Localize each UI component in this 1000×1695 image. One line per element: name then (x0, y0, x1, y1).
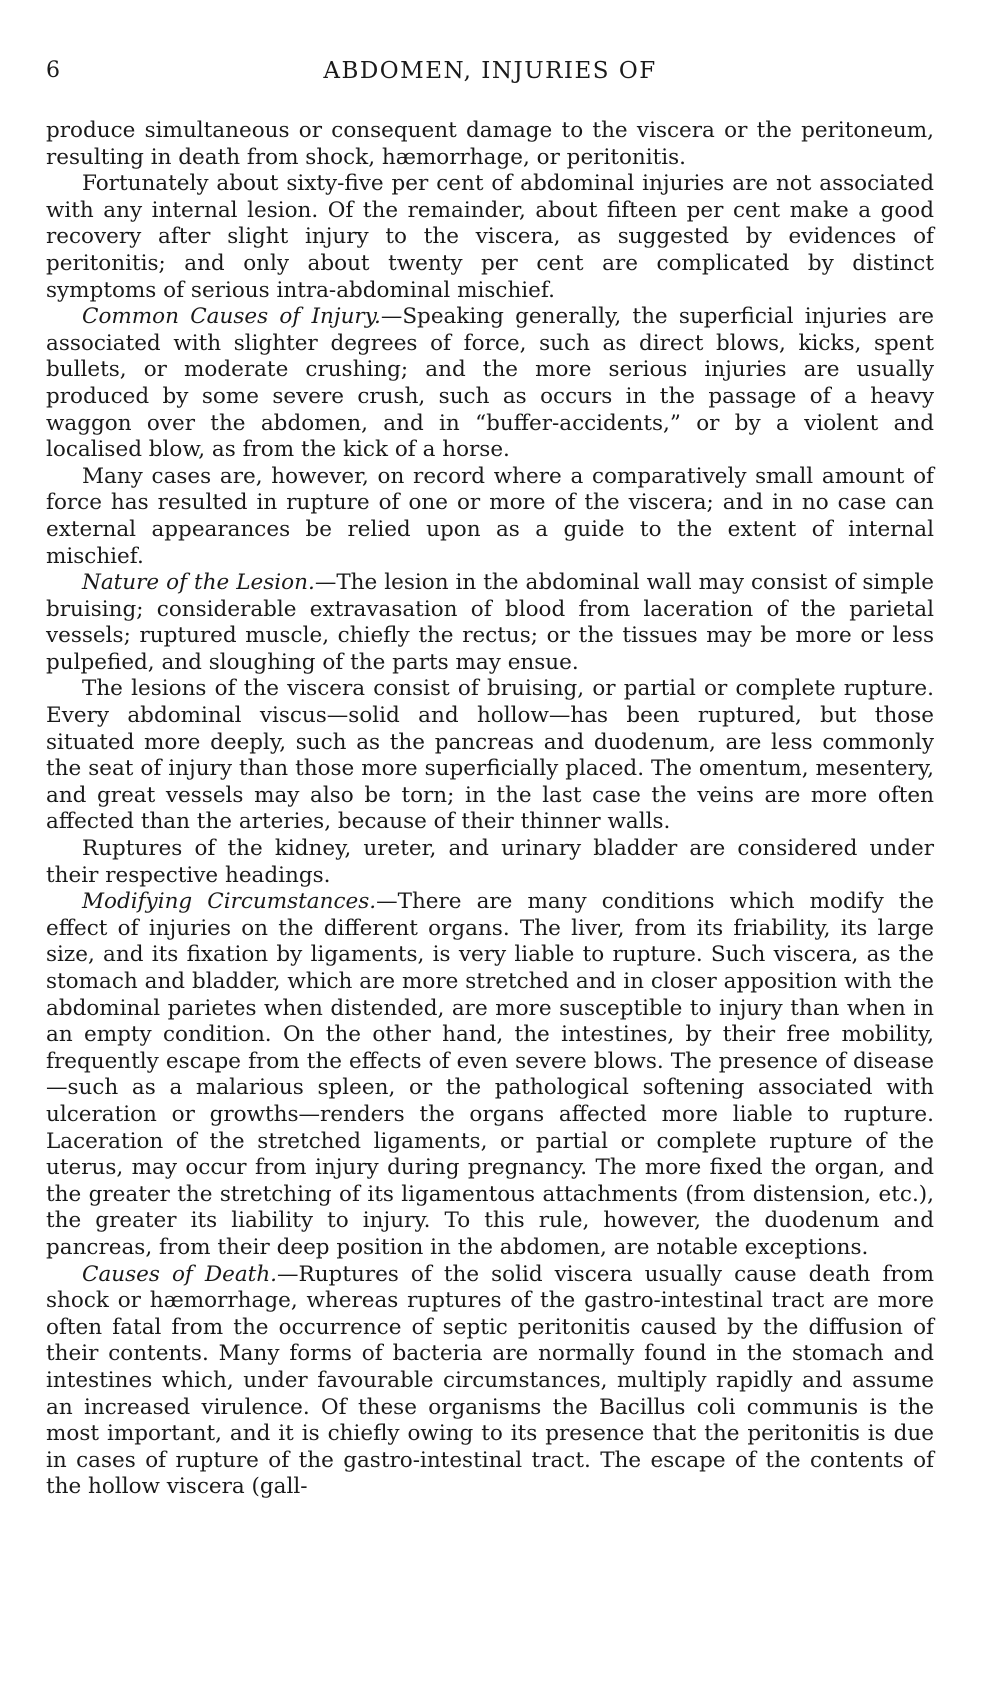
paragraph (46, 889, 934, 1261)
section-lead: Nature of the Lesion. (82, 570, 315, 596)
paragraph (46, 570, 934, 676)
paragraph (46, 676, 934, 836)
paragraph (46, 171, 934, 304)
paragraph-text: —The lesion in the abdominal wall may consist of simple bruising; considerable extravasation of blood from laceration of the parietal vessels; ruptured muscle, chiefly the rectus; or the tissues may be more or less pulpefied, and sloughing of the parts may ensue. (46, 570, 934, 675)
paragraph-continued (46, 118, 934, 171)
paragraph (46, 304, 934, 464)
paragraph-text: —Speaking generally, the superficial injuries are associated with slighter degrees of force, such as direct blows, kicks, spent bullets, or moderate crushing; and the more serious injuries are usually produced by some severe crush, such as occurs in the passage of a heavy waggon over the abdomen, and in “buffer-accidents,” or by a violent and localised blow, as from the kick of a horse. (46, 304, 934, 463)
paragraph-text: Many cases are, however, on record where a comparatively small amount of force has resulted in rupture of one or more of the viscera; and in no case can external appearances be relied upon as a guide to the extent of internal mischief. (46, 463, 934, 569)
running-title: ABDOMEN, INJURIES OF (323, 58, 657, 84)
paragraph-text: The lesions of the viscera consist of bruising, or partial or complete rupture. Every abdominal viscus—solid and hollow—has been ruptured, but those situated more deeply, such as the pancreas and duodenum, are less commonly the seat of injury than those more superficially placed. The omentum, mesentery, and great vessels may also be torn; in the last case the veins are more often affected than the arteries, because of their thinner walls. (46, 676, 934, 835)
body-text (46, 118, 934, 1501)
paragraph-text: produce simultaneous or consequent damage to the viscera or the peritoneum, resulting in death from shock, hæmorrhage, or peritonitis. (46, 118, 934, 170)
paragraph-text: Fortunately about sixty-five per cent of abdominal injuries are not associated with any internal lesion. Of the remainder, about fifteen per cent make a good recovery after slight injury to the viscera, as suggested by evidences of peritonitis; and only about twenty per cent are complicated by distinct symptoms of serious intra-abdominal mischief. (46, 171, 934, 303)
section-lead: Causes of Death. (82, 1261, 278, 1287)
running-head (46, 58, 934, 104)
page-number: 6 (46, 58, 60, 83)
section-lead: Modifying Circumstances. (82, 889, 377, 915)
paragraph-text: —Ruptures of the solid viscera usually cause death from shock or hæmorrhage, whereas ruptures of the gastro-intestinal tract are more often fatal from the occurrence of septic peritonitis caused by the diffusion of their contents. Many forms of bacteria are normally found in the stomach and intestines which, under favourable circumstances, multiply rapidly and assume an increased virulence. Of these organisms the Bacillus coli communis is the most important, and it is chiefly owing to its presence that the peritonitis is due in cases of rupture of the gastro-intestinal tract. The escape of the contents of the hollow viscera (gall- (46, 1261, 935, 1500)
paragraph (46, 1262, 934, 1501)
paragraph-text: Ruptures of the kidney, ureter, and urinary bladder are considered under their respective headings. (46, 836, 934, 888)
paragraph-text: —There are many conditions which modify the effect of injuries on the different organs. The liver, from its friability, its large size, and its fixation by ligaments, is very liable to rupture. Such viscera, as the stomach and bladder, which are more stretched and in closer apposition with the abdominal parietes when distended, are more susceptible to injury than when in an empty condition. On the other hand, the intestines, by their free mobility, frequently escape from the effects of even severe blows. The presence of disease—such as a malarious spleen, or the pathological softening associated with ulceration or growths—renders the organs affected more liable to rupture. Laceration of the stretched ligaments, or partial or complete rupture of the uterus, may occur from injury during pregnancy. The more fixed the organ, and the greater the stretching of its ligamentous attachments (from distension, etc.), the greater its liability to injury. To this rule, however, the duodenum and pancreas, from their deep position in the abdomen, are notable exceptions. (46, 889, 935, 1260)
paragraph (46, 836, 934, 889)
section-lead: Common Causes of Injury. (82, 304, 381, 330)
paragraph (46, 464, 934, 570)
